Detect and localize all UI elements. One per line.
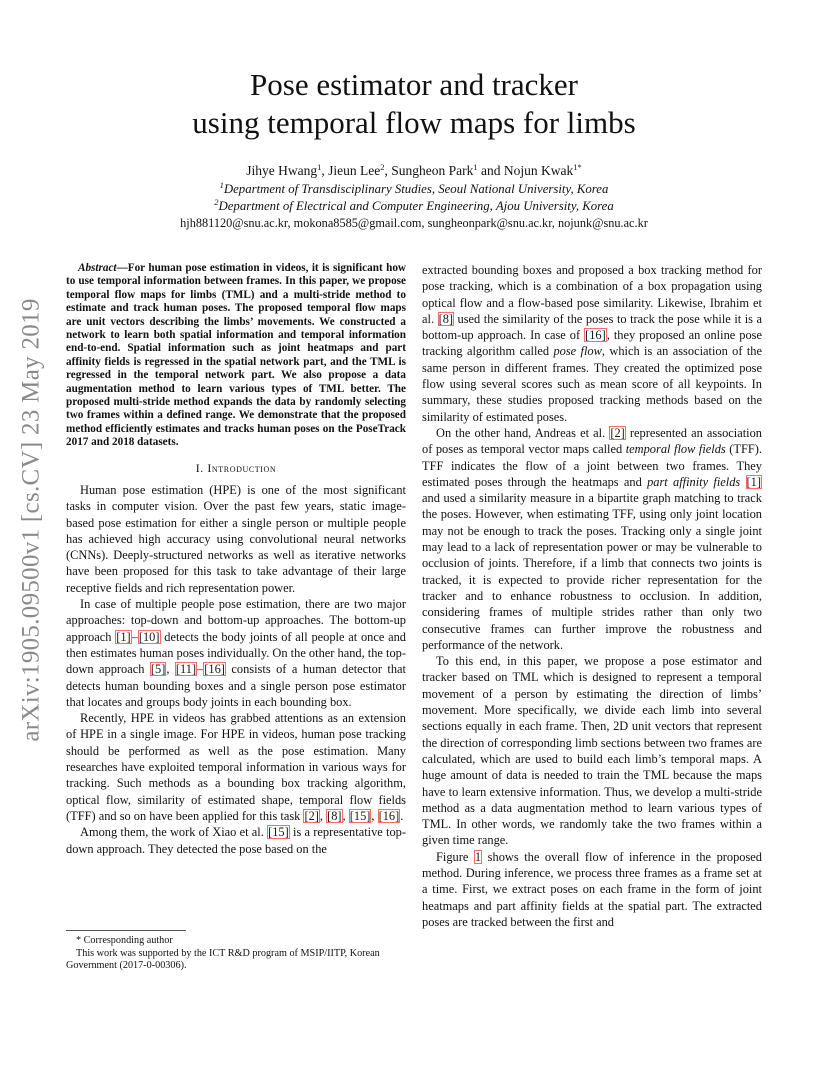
- text-run: Among them, the work of Xiao et al.: [80, 825, 268, 840]
- paragraph: [422, 425, 762, 653]
- text-run: shows the overall flow of inference in the proposed method. During inference, we process three frames as a frame set at a time. First, we extract poses on each frame in the form of joint heatmaps and part affinity fields at the spatial part. The extracted poses are tracked between the first and: [422, 849, 763, 929]
- paragraph: [422, 262, 762, 425]
- text-run: consists of a human detector that detects human bounding boxes and a single person pose estimator that locates and groups body joints in each bounding box.: [66, 662, 406, 709]
- footnote: This work was supported by the ICT R&D program of MSIP/IITP, Korean Government (2017-0-00306).: [66, 947, 380, 971]
- affiliation-text: Department of Electrical and Computer Engineering, Ajou University, Korea: [218, 199, 614, 213]
- text-run: [740, 475, 745, 489]
- text-run: –: [131, 629, 138, 644]
- author-list: Jihye Hwang$^1$, Jieun Lee$^2$, Sungheon Park$^1$ and Nojun Kwak$^{1*}$: [246, 162, 582, 178]
- text-run: represented an association of poses as temporal vector maps called: [422, 425, 762, 457]
- right-column: [422, 262, 762, 930]
- text-run: is a representative top-down approach. They detected the pose based on the: [66, 825, 406, 856]
- text-run: .: [400, 808, 404, 823]
- paragraph: [66, 710, 406, 824]
- author-name: Jihye Hwang: [246, 163, 318, 178]
- paragraph: Human pose estimation (HPE) is one of the most significant tasks in computer vision. Over the past few years, static image-based pose estimation for either a single person or multiple people has achieved high accuracy using convolutional neural networks (CNNs). Deeply-structured networks as well as iterative networks have been proposed for this task to take advantage of their large receptive fields and rich representation power.: [66, 482, 406, 595]
- paper-title: [0, 66, 828, 142]
- paragraph: [422, 849, 762, 930]
- affiliation-sup: 2: [214, 197, 219, 207]
- abstract-text: —For human pose estimation in videos, it is significant how to use temporal information between frames. In this paper, we propose temporal flow maps for limbs (TML) and a multi-stride method to estimate and track human poses. The proposed temporal flow maps are unit vectors describing the limbs’ movements. We constructed a network to learn both spatial information and temporal information end-to-end. Spatial information such as joint heatmaps and part affinity fields is regressed in the spatial network part, and the TML is regressed in the temporal network part. We also propose a data augmentation method to learn various types of TML better. The proposed multi-stride method expands the data by randomly selecting two frames within a defined range. We demonstrate that the proposed method efficiently estimates and tracks human poses on the PoseTrack 2017 and 2018 datasets.: [66, 262, 406, 449]
- emphasis: pose flow: [553, 344, 602, 359]
- affiliation: [0, 198, 828, 215]
- citation-link[interactable]: [1]: [116, 629, 131, 644]
- author-name: Sungheon Park: [391, 163, 474, 178]
- citation-link[interactable]: [16]: [585, 328, 606, 343]
- footnote: * Corresponding author: [76, 935, 173, 946]
- arxiv-stamp: [12, 280, 52, 760]
- text-run: , which is an association of the same person in different frames. They created the optimized pose flow using several scores such as mean score of all keypoints. In summary, these studies proposed tracking methods based on the similarity of estimated poses.: [422, 344, 762, 424]
- emphasis: temporal flow fields: [625, 442, 726, 457]
- text-run: –: [197, 662, 204, 677]
- paragraph: [66, 824, 406, 857]
- paragraph: [66, 596, 406, 710]
- title-line-1: Pose estimator and tracker: [250, 67, 578, 102]
- text-run: On the other hand, Andreas et al.: [436, 425, 610, 440]
- abstract-label: Abstract: [78, 262, 117, 274]
- figure-link[interactable]: 1: [474, 849, 482, 864]
- citation-link[interactable]: [16]: [378, 808, 400, 823]
- text-run: extracted bounding boxes and proposed a box tracking method for pose tracking, which is a combination of a box propagation using optical flow and a flow-based pose similarity. Likewise, Ibrahim et al.: [422, 263, 762, 326]
- text-run: and used a similarity measure in a bipartite graph matching to track the poses. However, when estimating TFF, using only joint location may not be enough to track the poses. Tracking only a single joint may lead to a lack of representation power or may be vulnerable to occlusion of joints. Therefore, if a limb that connects two joints is tracked, it is expected to provide richer representation for the tracker and to enhance robustness to occlusion. In addition, considering frames of multiple strides rather than only two consecutive frames can further improve the robustness and performance of the network.: [422, 491, 762, 652]
- author-conjunction: and: [480, 163, 501, 178]
- text-run: used the similarity of the poses to track the pose while it is a bottom-up approach. In case of: [422, 311, 762, 343]
- section-number: I.: [195, 460, 204, 475]
- citation-link[interactable]: [15]: [349, 808, 371, 823]
- text-run: In case of multiple people pose estimation, there are two major approaches: top-down and bottom-up approaches. The bottom-up approach: [66, 597, 406, 644]
- footnote-divider: [66, 930, 186, 931]
- author-name: Jieun Lee: [328, 163, 381, 178]
- author-emails: hjh881120@snu.ac.kr, mokona8585@gmail.com, sungheonpark@snu.ac.kr, nojunk@snu.ac.kr: [180, 216, 648, 230]
- author-sup: 1: [473, 162, 478, 172]
- citation-link[interactable]: [1]: [746, 474, 761, 489]
- text-run: ,: [319, 808, 327, 823]
- citation-link[interactable]: [16]: [204, 662, 225, 677]
- citation-link[interactable]: [5]: [150, 662, 166, 677]
- text-run: ,: [342, 808, 349, 823]
- citation-link[interactable]: [2]: [610, 425, 625, 440]
- text-run: , they proposed an online pose tracking algorithm called: [422, 328, 762, 359]
- citation-link[interactable]: [8]: [438, 311, 454, 326]
- footnotes: [66, 935, 406, 973]
- affiliation-sup: 1: [219, 180, 224, 190]
- affiliation-text: Department of Transdisciplinary Studies, Seoul National University, Korea: [223, 182, 609, 196]
- citation-link[interactable]: [2]: [304, 808, 319, 823]
- author-sup: 1*: [573, 162, 582, 172]
- affiliation: [0, 181, 828, 198]
- author-sup: 2: [380, 162, 385, 172]
- text-run: Figure: [436, 849, 474, 864]
- text-run: ,: [371, 808, 378, 823]
- citation-link[interactable]: [10]: [138, 629, 160, 644]
- paragraph: To this end, in this paper, we propose a pose estimator and tracker based on TML which is designed to represent a temporal movement of a person by estimating the direction of limbs’ movement. More specifically, we divide each limb into several sections equally in each frame. Then, 2D unit vectors that represent the direction of corresponding limb sections between two frames are calculated, which are used to build each limb’s temporal maps. A huge amount of data is needed to train the TML because the maps have to learn extensive information. Thus, we develop a multi-stride method as a data augmentation method to learn various types of TML. In other words, we randomly take the two frames within a given time range.: [422, 654, 762, 848]
- title-line-2: using temporal flow maps for limbs: [192, 105, 636, 140]
- abstract: [66, 262, 406, 450]
- citation-link[interactable]: [15]: [268, 825, 289, 840]
- author-sup: 1: [317, 162, 322, 172]
- section-title: Introduction: [207, 460, 277, 475]
- section-heading: [66, 460, 406, 476]
- text-run: ,: [166, 662, 175, 677]
- citation-link[interactable]: [11]: [175, 662, 197, 677]
- text-run: Recently, HPE in videos has grabbed attentions as an extension of HPE in a single image. For HPE in videos, human pose tracking should be performed as well as the pose estimation. Many researches have exploited temporal information in various ways for tracking. Such methods as a bounding box tracking algorithm, optical flow, similarity of estimated shape, temporal flow fields (TFF) and so on have been applied for this task: [66, 711, 406, 823]
- emphasis: part affinity fields: [647, 474, 741, 489]
- citation-link[interactable]: [8]: [327, 808, 342, 823]
- arxiv-identifier: arXiv:1905.09500v1 [cs.CV] 23 May 2019: [18, 298, 46, 742]
- author-name: Nojun Kwak: [503, 163, 574, 178]
- text-run: detects the body joints of all people at once and then estimates human poses individually. On the other hand, the top-down approach: [66, 629, 406, 677]
- left-column: [66, 262, 406, 857]
- text-run: (TFF). TFF indicates the flow of a joint between two frames. They estimated poses through the heatmaps and: [422, 442, 762, 489]
